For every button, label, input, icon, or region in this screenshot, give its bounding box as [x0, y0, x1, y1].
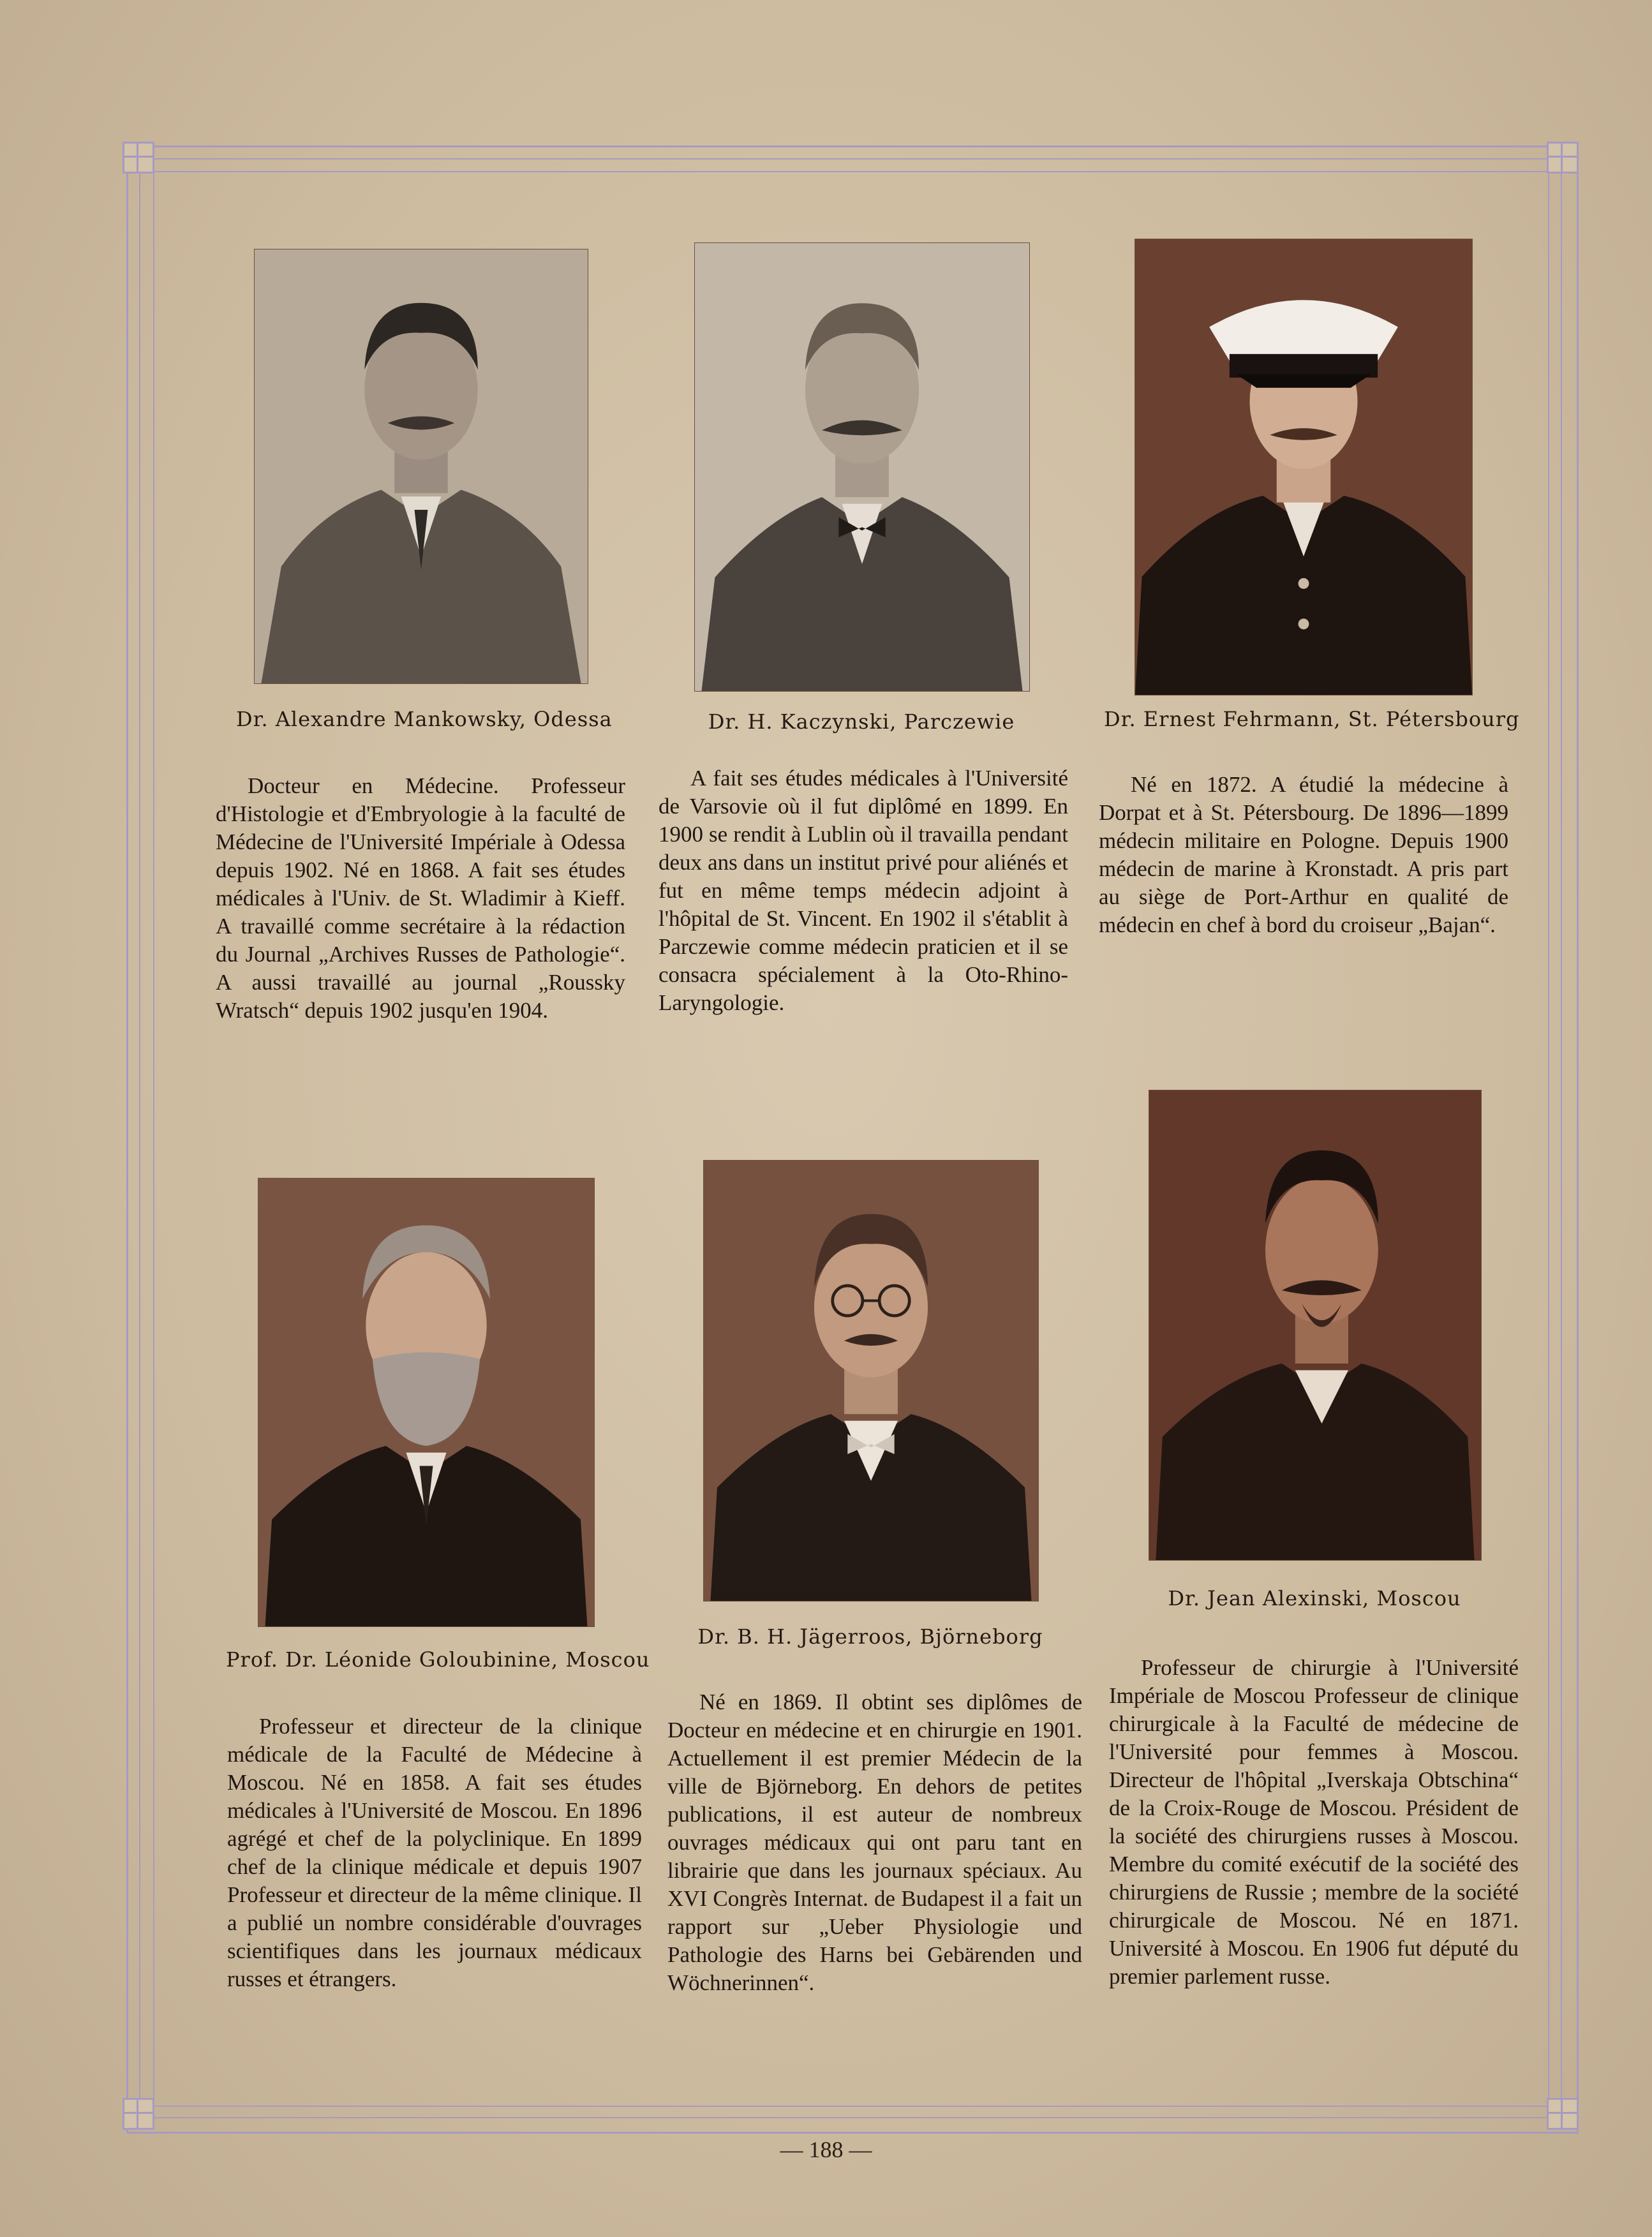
biography-text: Professeur et directeur de la clinique médicale de la Faculté de Médecine à Moscou. Né en 1858. A fait ses études médicales à l'Université de Moscou. En 1896 agrégé et chef de la polyclinique. En 1899 chef de la clinique médicale et depuis 1907 Professeur et directeur de la même clinique. Il a publié un nombre considérable d'ouvrages scientifiques dans les journaux médicaux russes et étrangers. — [227, 1714, 642, 1991]
portrait-photo-naval-uniform-icon — [1135, 239, 1473, 695]
biography-text: Né en 1872. A étudié la médecine à Dorpat et à St. Pétersbourg. De 1896—1899 médecin militaire en Pologne. Depuis 1900 médecin de marine à Kronstadt. A pris part au siège de Port-Arthur en qualité de médecin en chef à bord du croiseur „Bajan“. — [1099, 772, 1508, 937]
biography-text: A fait ses études médicales à l'Université de Varsovie où il fut diplômé en 1899. En 1900 se rendit à Lublin où il travailla pendant deux ans dans un institut privé pour aliénés et fut en même temps médecin adjoint à l'hôpital de St. Vincent. En 1902 il s'établit à Parczewie comme médecin praticien et il se consacra spécialement à la Oto-Rhino-Laryngologie. — [659, 766, 1068, 1015]
portrait-caption: Dr. Jean Alexinski, Moscou — [1168, 1586, 1461, 1610]
portrait-caption: Dr. Alexandre Mankowsky, Odessa — [236, 707, 613, 731]
page-number: — 188 — — [780, 2137, 872, 2162]
portrait-caption: Prof. Dr. Léonide Goloubinine, Moscou — [226, 1647, 650, 1672]
portrait-photo-icon — [258, 1178, 595, 1627]
biography-text: Né en 1869. Il obtint ses diplômes de Docteur en médecine et en chirurgie en 1901. Actuellement il est premier Médecin de la ville de Björneborg. En dehors de petites publications, il est auteur de nombreux ouvrages médicaux qui ont paru tant en librairie que dans les journaux spéciaux. Au XVI Congrès Internat. de Budapest il a fait un rapport sur „Ueber Physiologie und Pathologie des Harns bei Gebärenden und Wöchnerinnen“. — [667, 1690, 1082, 1995]
biography-text: Docteur en Médecine. Professeur d'Histologie et d'Embryologie à la faculté de Médecine de l'Université Impériale à Odessa depuis 1902. Né en 1868. A fait ses études médicales à l'Univ. de St. Wladimir à Kieff. A travaillé comme secrétaire à la rédaction du Journal „Archives Russes de Pathologie“. A aussi travaillé au journal „Roussky Wratsch“ depuis 1902 jusqu'en 1904. — [216, 773, 625, 1023]
portrait-photo-glasses-icon — [703, 1160, 1039, 1602]
corner-ornament-icon — [1547, 142, 1579, 174]
corner-ornament-icon — [123, 2098, 154, 2130]
portrait-caption: Dr. Ernest Fehrmann, St. Pétersbourg — [1104, 707, 1520, 731]
corner-ornament-icon — [1547, 2098, 1579, 2130]
portrait-photo-icon — [254, 249, 588, 684]
portrait-caption: Dr. H. Kaczynski, Parczewie — [708, 710, 1015, 734]
portrait-photo-icon — [1149, 1090, 1482, 1561]
portrait-photo-icon — [694, 242, 1030, 692]
biography-text: Professeur de chirurgie à l'Université Impériale de Moscou Professeur de clinique chirurgicale à la Faculté de médecine de l'Université pour femmes à Moscou. Directeur de l'hôpital „Iverskaja Obtschina“ de la Croix-Rouge de Moscou. Président de la société des chirurgiens russes à Moscou. Membre du comité exécutif de la société des chirurgiens de Russie ; membre de la société chirurgicale de Moscou. Né en 1871. Université à Moscou. En 1906 fut député du premier parlement russe. — [1109, 1655, 1519, 1989]
corner-ornament-icon — [123, 142, 154, 174]
portrait-caption: Dr. B. H. Jägerroos, Björneborg — [697, 1624, 1043, 1649]
